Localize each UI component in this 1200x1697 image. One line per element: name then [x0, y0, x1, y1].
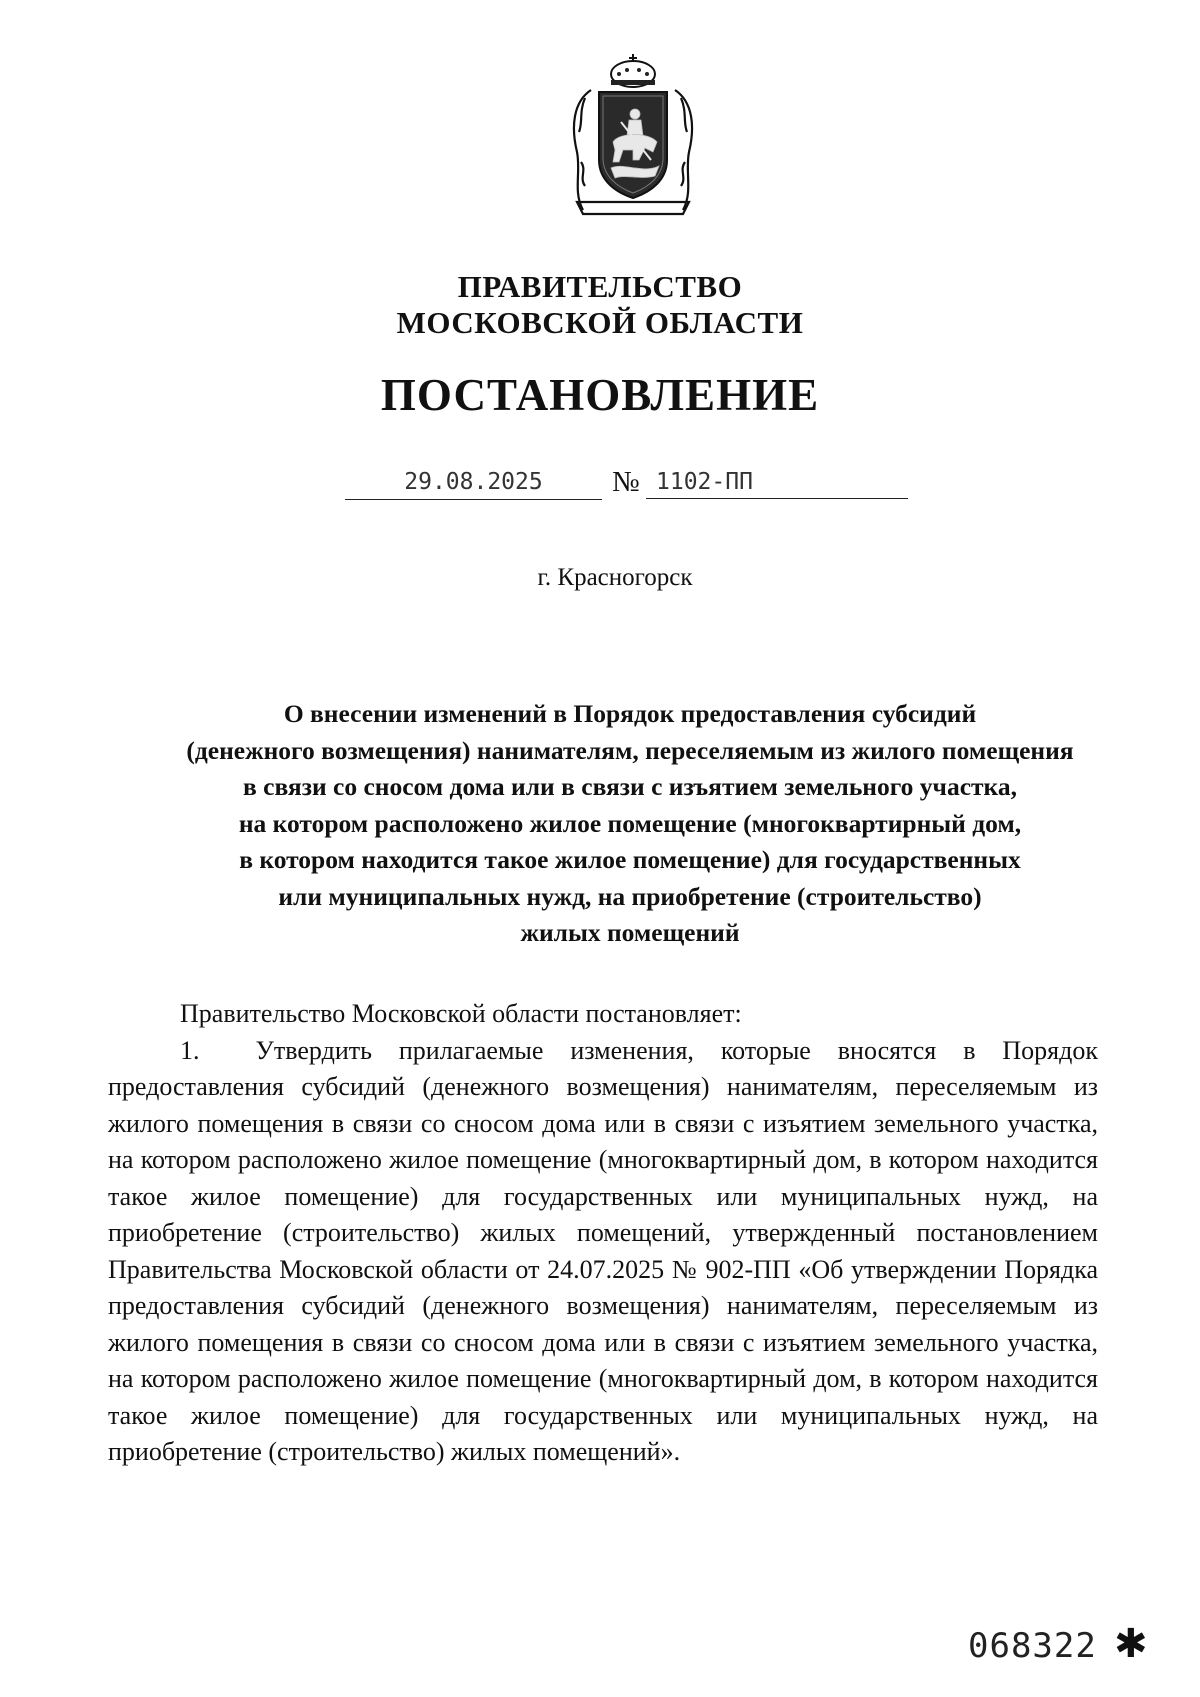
- subject-line: (денежного возмещения) нанимателям, переселяемым из жилого помещения: [186, 735, 1074, 765]
- resolution-item-1: [108, 1033, 1098, 1471]
- item-number: 1.: [180, 1035, 200, 1065]
- subject-line: О внесении изменений в Порядок предоставления субсидий: [283, 699, 977, 728]
- subject-line: в связи со сносом дома или в связи с изъятием земельного участка,: [243, 772, 1017, 801]
- coat-of-arms-icon: [563, 52, 703, 220]
- document-body: [108, 996, 1098, 1471]
- document-type-title: ПОСТАНОВЛЕНИЕ: [380, 370, 820, 420]
- asterisk-icon: ✱: [1114, 1621, 1148, 1667]
- organization-name-line-1: ПРАВИТЕЛЬСТВО: [457, 269, 743, 304]
- city-of-issue: г. Красногорск: [537, 564, 693, 591]
- document-subject: [100, 696, 1160, 952]
- form-serial-number: 068322: [968, 1626, 1097, 1666]
- registration-row: [0, 466, 1200, 506]
- organization-name-line-2: МОСКОВСКОЙ ОБЛАСТИ: [396, 305, 804, 340]
- document-number: 1102-ПП: [646, 466, 908, 499]
- number-sign: №: [612, 466, 640, 498]
- item-text: Утвердить прилагаемые изменения, которые вносятся в Порядок предоставления субсидий (денежного возмещения) нанимателям, переселяемым из жилого помещения в связи со сносом дома или в связи с изъятием земельного участка, на котором расположено жилое помещение (многоквартирный дом, в котором находится такое жилое помещение) для государственных или муниципальных нужд, на приобретение (строительство) жилых помещений, утвержденный постановлением Правительства Московской области от 24.07.2025 № 902-ПП «Об утверждении Порядка предоставления субсидий (денежного возмещения) нанимателям, переселяемым из жилого помещения в связи со сносом дома или в связи с изъятием земельного участка, на котором расположено жилое помещение (многоквартирный дом, в котором находится такое жилое помещение) для государственных или муниципальных нужд, на приобретение (строительство) жилых помещений».: [108, 1035, 1098, 1466]
- subject-line: или муниципальных нужд, на приобретение (строительство): [278, 881, 982, 911]
- subject-line: в котором находится такое жилое помещение) для государственных: [239, 845, 1021, 874]
- subject-line: на котором расположено жилое помещение (многоквартирный дом,: [238, 808, 1022, 838]
- subject-line: жилых помещений: [520, 918, 740, 947]
- resolution-intro: Правительство Московской области постановляет:: [180, 999, 742, 1028]
- document-date: 29.08.2025: [345, 466, 602, 500]
